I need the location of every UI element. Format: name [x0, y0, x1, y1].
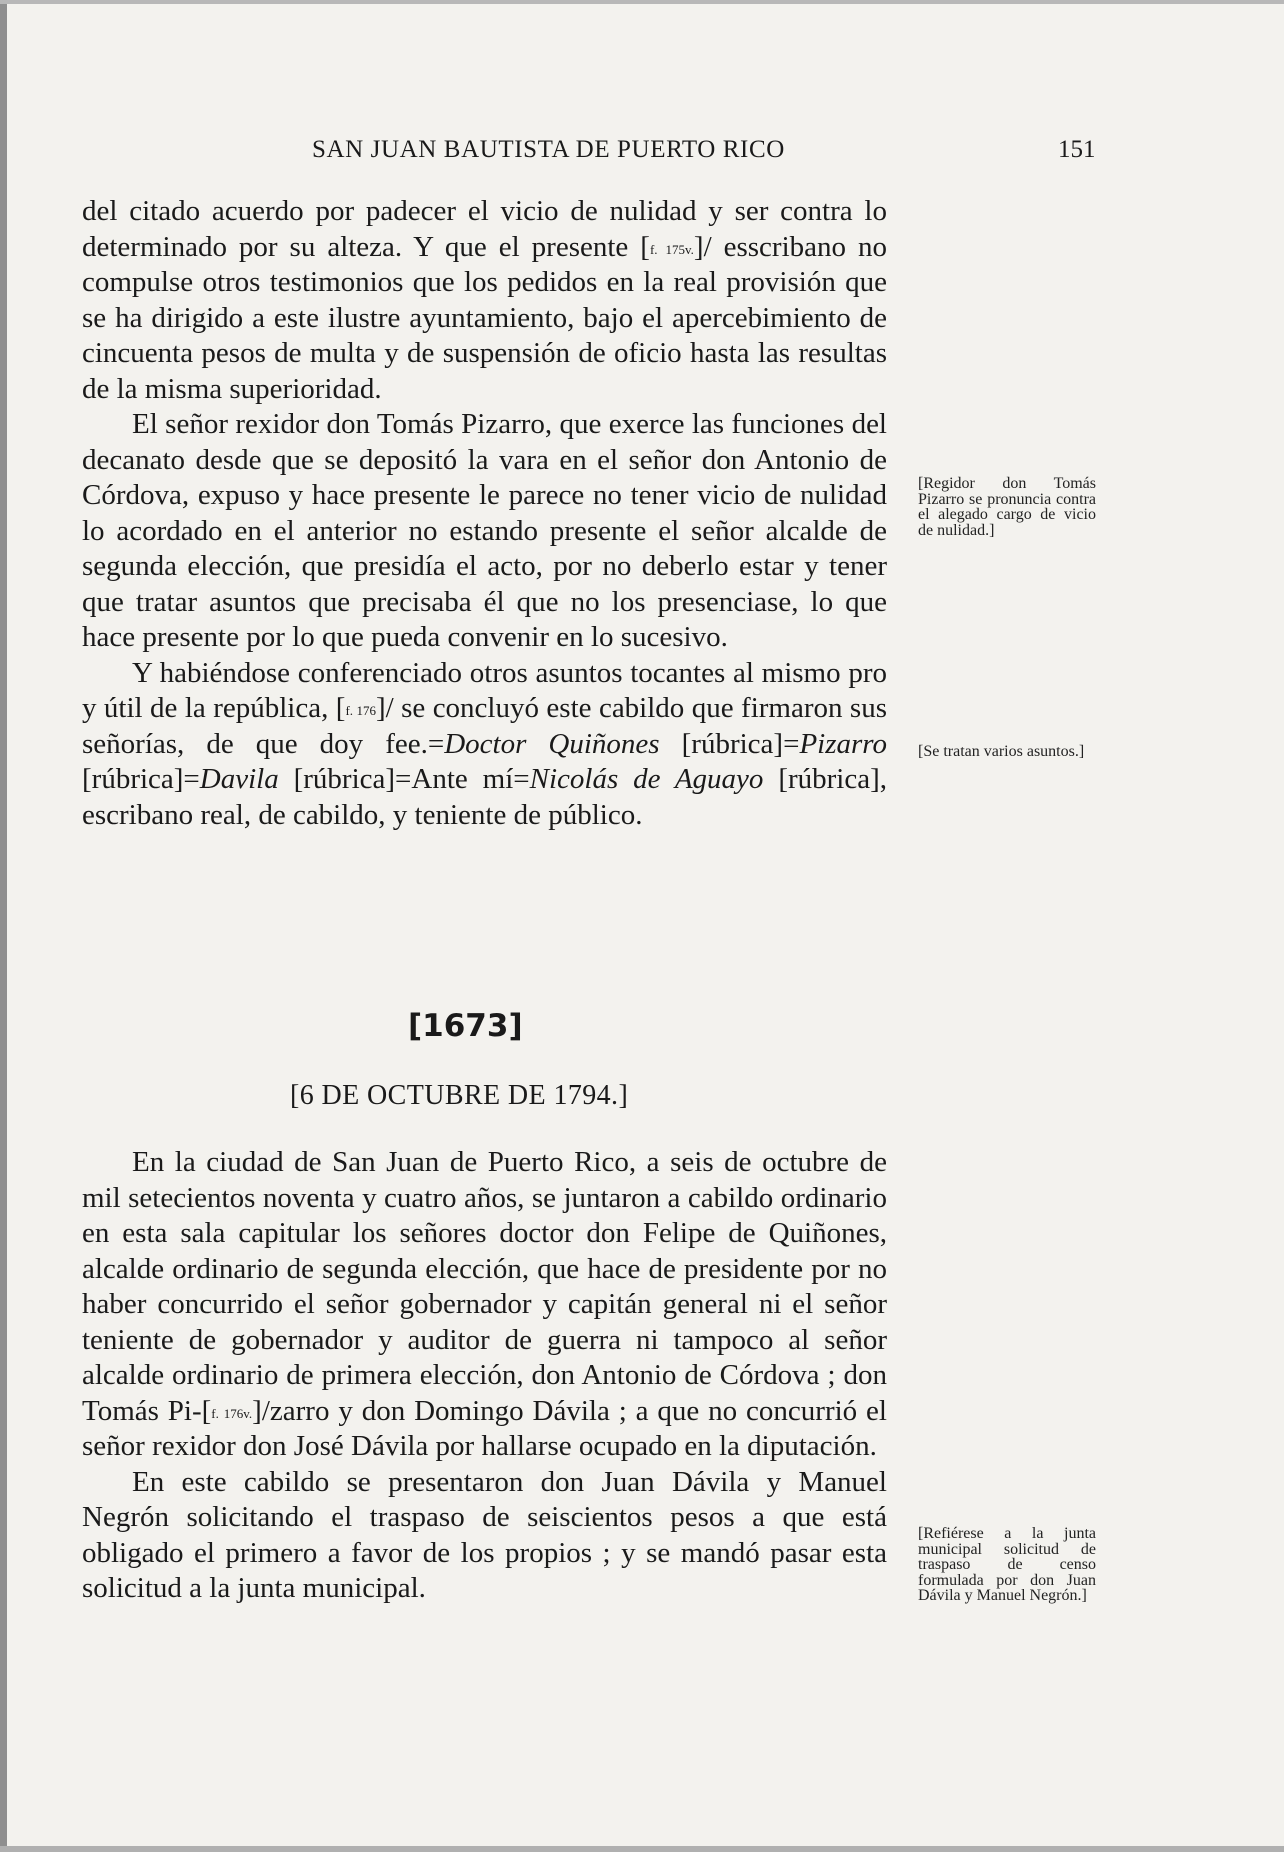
document-date: [6 DE OCTUBRE DE 1794.] — [290, 1080, 629, 1111]
text-run: [rúbrica]=Ante mí= — [278, 763, 530, 795]
scan-edge-bottom — [0, 1846, 1284, 1852]
paragraph-continuation — [82, 194, 887, 407]
paragraph-opening — [82, 1145, 887, 1465]
document-text — [82, 1145, 887, 1607]
signature-aguayo: Nicolás de Aguayo — [529, 763, 764, 795]
signature-pizarro: Pizarro — [799, 727, 887, 760]
text-run: [rúbrica]= — [659, 727, 800, 760]
paragraph-closing — [82, 656, 887, 834]
continuation-text — [82, 194, 887, 833]
folio-marker: f. 176 — [345, 703, 376, 718]
text-run: [rúbrica]= — [82, 763, 200, 795]
document-number: [1673] — [408, 1008, 523, 1044]
margin-note-asuntos: [Se tratan varios asuntos.] — [918, 743, 1085, 760]
scan-edge-left — [0, 0, 7, 1852]
signature-quinones: Doctor Quiñones — [444, 727, 660, 760]
text-run: del citado acuerdo por padecer el vicio de nulidad y ser contra lo determinado por su alteza. Y que el presente [ — [82, 195, 887, 263]
page-number: 151 — [1058, 136, 1096, 163]
margin-note-junta: [Refiérese a la junta municipal solicitud de traspaso de censo formulada por don Juan Dávila y Manuel Negrón.] — [918, 1525, 1096, 1604]
paragraph-traspaso: En este cabildo se presentaron don Juan Dávila y Manuel Negrón solicitando el traspaso de seiscientos pesos a que está obligado el primero a favor de los propios ; y se mandó pasar esta solicitud a la junta municipal. — [82, 1465, 887, 1604]
signature-davila: Davila — [199, 763, 279, 795]
folio-marker: f. 175v. — [649, 241, 694, 257]
folio-marker: f. 176v. — [211, 1405, 253, 1421]
running-title: SAN JUAN BAUTISTA DE PUERTO RICO — [312, 136, 785, 163]
margin-note-pizarro: [Regidor don Tomás Pizarro se pronuncia contra el alegado cargo de vicio de nulidad.] — [918, 475, 1096, 539]
text-run: Y habiéndose conferenciado otros asuntos tocantes al mismo pro y útil de la república, [ — [82, 656, 887, 724]
text-run: En la ciudad de San Juan de Puerto Rico, a seis de octubre de mil setecientos noventa y cuatro años, se juntaron a cabildo ordinario en esta sala capitular los señores doctor don Felipe de Quiñones, alcalde ordinario de segunda elección, que hace de presidente por no haber concurrido el señor gobernador y capitán general ni el señor teniente de gobernador y auditor de guerra ni tampoco al señor alcalde ordinario de primera elección, don Antonio de Córdova ; don Tomás Pi-[ — [82, 1146, 887, 1427]
text-run: ]/ se concluyó este cabildo que firmaron sus señorías, de que doy fee.= — [82, 692, 887, 760]
scan-edge-top — [0, 0, 1284, 4]
paragraph-pizarro: El señor rexidor don Tomás Pizarro, que exerce las funciones del decanato desde que se depositó la vara en el señor don Antonio de Córdova, expuso y hace presente le parece no tener vicio de nulidad lo acordado en el anterior no estando presente el señor alcalde de segunda elección, que presidía el acto, por no deberlo estar y tener que tratar asuntos que precisaba él que no los presenciase, lo que hace presente por lo que pueda convenir en lo sucesivo. — [82, 408, 887, 653]
text-run: [rúbrica], escribano real, de cabildo, y teniente de público. — [82, 763, 887, 831]
text-run: ]/ esscribano no compulse otros testimonios que los pedidos en la real provisión que se ha dirigido a este ilustre ayuntamiento, bajo el apercebimiento de cincuenta pesos de multa y de suspensión de oficio hasta las resultas de la misma superioridad. — [82, 230, 887, 405]
text-run: ]/zarro y don Domingo Dávila ; a que no concurrió el señor rexidor don José Dávila por hallarse ocupado en la diputación. — [82, 1394, 887, 1462]
